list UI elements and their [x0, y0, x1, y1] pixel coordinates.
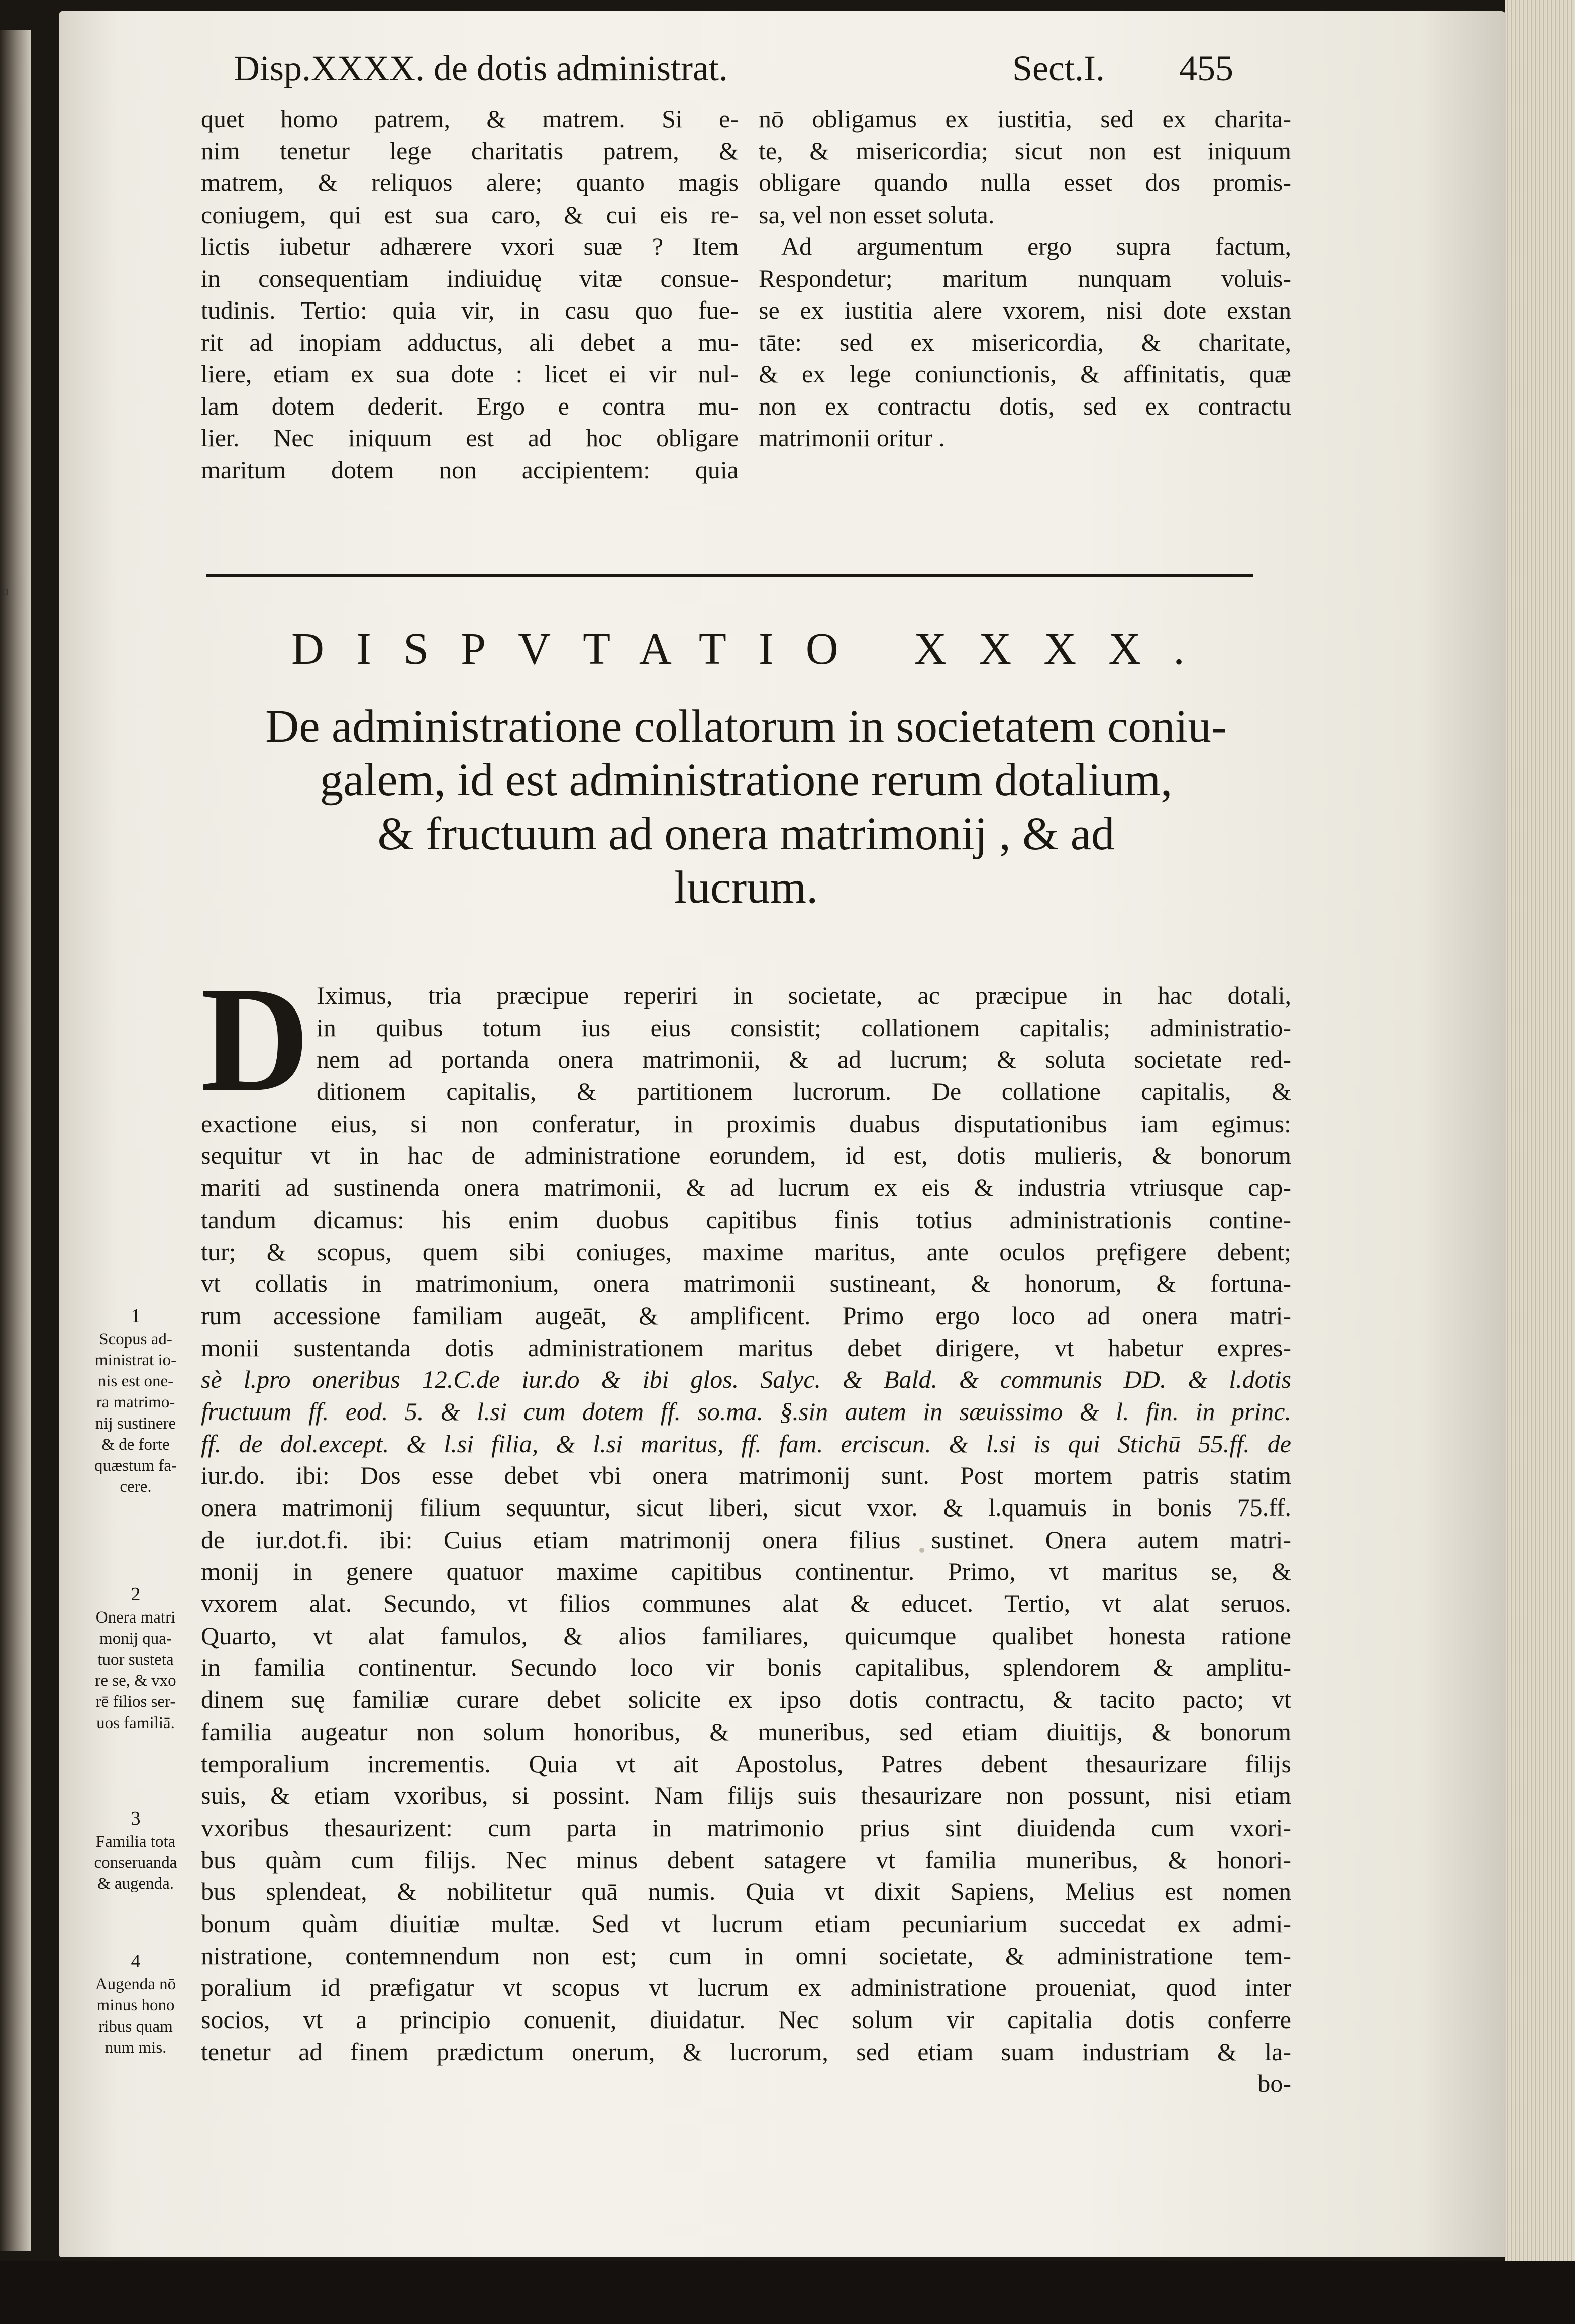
margin-note-line: conseruanda [94, 1854, 177, 1872]
margin-note-1 [75, 1305, 196, 1497]
text-line: onera matrimonij filium sequuntur, sicut liberi, sicut vxor. & l.quamuis in bonis 75.ff. [201, 1493, 1291, 1522]
catchword: bo- [1257, 2069, 1291, 2098]
text-line: nistratione, contemnendum non est; cum in omni societate, & administratione tem- [201, 1941, 1291, 1970]
running-head-section: Sect.I. [1012, 48, 1105, 88]
margin-note-number: 2 [131, 1584, 141, 1605]
text-line: lictis iubetur adhærere vxori suæ ? Item [201, 232, 739, 260]
text-line: dinem suę familiæ curare debet solicite ex ipso dotis contractu, & tacito pacto; vt [201, 1685, 1291, 1714]
text-line: ditionem capitalis, & partitionem lucrorum. De collatione capitalis, & [317, 1077, 1291, 1106]
margin-note-line: minus hono [96, 1996, 175, 2014]
margin-note-line: & augenda. [97, 1875, 174, 1893]
margin-note-line: ministrat io- [94, 1351, 177, 1369]
margin-note-line: nis est one- [97, 1372, 174, 1390]
text-line: Quarto, vt alat famulos, & alios familiares, quicumque qualibet honesta ratione [201, 1621, 1291, 1650]
text-line: bonum quàm diuitiæ multæ. Sed vt lucrum etiam pecuniarium succedat ex admi- [201, 1909, 1291, 1938]
text-line: tāte: sed ex misericordia, & charitate, [759, 328, 1291, 356]
text-line: coniugem, qui est sua caro, & cui eis re- [201, 200, 739, 229]
text-line: monii sustentanda dotis administrationem maritus debet dirigere, vt habetur expres- [201, 1333, 1291, 1362]
text-line: in quibus totum ius eius consistit; collationem capitalis; administratio- [317, 1013, 1291, 1042]
text-line: sè l.pro oneribus 12.C.de iur.do & ibi glos. Salyc. & Bald. & communis DD. & l.dotis [201, 1365, 1291, 1394]
disputation-title [201, 699, 1291, 915]
text-line: tudinis. Tertio: quia vir, in casu quo fue- [201, 296, 739, 324]
text-line: de iur.dot.fi. ibi: Cuius etiam matrimonij onera filius sustinet. Onera autem matri- [201, 1525, 1291, 1554]
margin-note-line: ra matrimo- [96, 1393, 175, 1411]
text-line: nim tenetur lege charitatis patrem, & [201, 136, 739, 165]
facing-page-edge [0, 30, 31, 2251]
text-line: nem ad portanda onera matrimonii, & ad lucrum; & soluta societate red- [317, 1045, 1291, 1074]
text-line: & ex lege coniunctionis, & affinitatis, quæ [759, 360, 1291, 388]
text-line: fructuum ff. eod. 5. & l.si cum dotem ff. so.ma. §.sin autem in sæuissimo & l. fin. in princ. [201, 1397, 1291, 1426]
text-line: familia augeatur non solum honoribus, & muneribus, sed etiam diuitijs, & bonorum [201, 1717, 1291, 1746]
facing-page-fragment: u [2, 584, 9, 598]
margin-note-line: re se, & vxo [95, 1672, 176, 1690]
text-line: lam dotem dederit. Ergo e contra mu- [201, 391, 739, 420]
text-line: Ad argumentum ergo supra factum, [781, 232, 1291, 260]
text-line: iur.do. ibi: Dos esse debet vbi onera matrimonij sunt. Post mortem patris statim [201, 1461, 1291, 1490]
text-line: liere, etiam ex sua dote : licet ei vir nul- [201, 360, 739, 388]
margin-note-line: cere. [120, 1478, 152, 1496]
margin-note-line: Familia tota [95, 1833, 176, 1851]
text-line: Respondetur; maritum nunquam voluis- [759, 264, 1291, 292]
margin-note-line: ribus quam [98, 2017, 173, 2036]
left-column-text [201, 103, 739, 486]
drop-cap-initial: D [200, 956, 310, 1123]
text-line: monij in genere quatuor maxime capitibus continentur. Primo, vt maritus se, & [201, 1557, 1291, 1586]
text-line: sa, vel non esset soluta. [759, 200, 995, 229]
text-line: matrimonii oritur . [759, 424, 945, 452]
text-line: sequitur vt in hac de administratione eorundem, id est, dotis mulieris, & bonorum [201, 1141, 1291, 1170]
text-line: non ex contractu dotis, sed ex contractu [759, 391, 1291, 420]
margin-note-line: rē filios ser- [95, 1693, 176, 1711]
page-number: 455 [1179, 48, 1233, 88]
text-line: nō obligamus ex iustitia, sed ex charita- [759, 105, 1291, 133]
text-line: quet homo patrem, & matrem. Si e- [201, 105, 739, 133]
disputation-heading: DISPVTATIO XXXX. [291, 624, 1217, 674]
running-head-title: Disp.XXXX. de dotis administrat. [234, 48, 728, 88]
text-line: maritum dotem non accipientem: quia [201, 455, 739, 484]
title-line: & fructuum ad onera matrimonij , & ad [377, 808, 1115, 860]
margin-note-line: tuor susteta [97, 1651, 174, 1669]
margin-note-line: Augenda nō [95, 1975, 176, 1993]
text-line: se ex iustitia alere vxorem, nisi dote exstan [759, 296, 1291, 324]
title-line: De administratione collatorum in societatem coniu- [265, 700, 1227, 752]
body-text [201, 980, 1291, 2100]
text-line: bus splendeat, & nobilitetur quā numis. Quia vt dixit Sapiens, Melius est nomen [201, 1877, 1291, 1906]
text-line: socios, vt a principio conuenit, diuidatur. Nec solum vir capitalia dotis conferre [201, 2005, 1291, 2034]
page-block-edges [1505, 0, 1575, 2324]
margin-note-line: monij qua- [99, 1630, 172, 1648]
text-line: rit ad inopiam adductus, ali debet a mu- [201, 328, 739, 356]
text-line: tur; & scopus, quem sibi coniuges, maxime maritus, ante oculos pręfigere debent; [201, 1237, 1291, 1266]
margin-note-line: & de forte [101, 1436, 170, 1454]
right-column-text [759, 103, 1291, 454]
text-line: vxorem alat. Secundo, vt filios communes alat & educet. Tertio, vt alat seruos. [201, 1589, 1291, 1618]
text-line: in consequentiam indiuiduę vitæ consue- [201, 264, 739, 292]
text-line: Iximus, tria præcipue reperiri in societate, ac præcipue in hac dotali, [317, 981, 1291, 1009]
text-line: tenetur ad finem prædictum onerum, & lucrorum, sed etiam suam industriam & la- [201, 2037, 1291, 2066]
text-line: suis, & etiam vxoribus, si possint. Nam filijs suis thesaurizare non possunt, nisi etiam [201, 1781, 1291, 1810]
margin-note-2 [75, 1584, 196, 1734]
margin-note-line: Onera matri [95, 1608, 176, 1627]
scan-bottom-shadow [0, 2261, 1575, 2324]
margin-note-3 [75, 1808, 196, 1894]
text-line: tandum dicamus: his enim duobus capitibus finis totius administrationis contine- [201, 1205, 1291, 1234]
text-line: obligare quando nulla esset dos promis- [759, 168, 1291, 196]
title-line: galem, id est administratione rerum dotalium, [320, 754, 1173, 806]
section-divider-rule [206, 574, 1253, 577]
margin-note-number: 4 [131, 1951, 141, 1972]
text-line: mariti ad sustinenda onera matrimonii, & ad lucrum ex eis & industria vtriusque cap- [201, 1173, 1291, 1202]
margin-note-number: 3 [131, 1808, 141, 1829]
margin-note-line: nij sustinere [95, 1414, 176, 1433]
margin-note-number: 1 [131, 1305, 141, 1327]
text-line: te, & misericordia; sicut non est iniquum [759, 136, 1291, 165]
text-line: bus quàm cum filijs. Nec minus debent satagere vt familia muneribus, & honori- [201, 1845, 1291, 1874]
margin-note-line: quæstum fa- [94, 1457, 177, 1475]
title-line: lucrum. [674, 862, 818, 914]
text-line: poralium id præfigatur vt scopus vt lucrum ex administratione proueniat, quod inter [201, 1973, 1291, 2002]
text-line: ff. de dol.except. & l.si filia, & l.si maritus, ff. fam. erciscun. & l.si is qui Stichū 55.ff. de [201, 1429, 1291, 1458]
margin-note-line: Scopus ad- [99, 1330, 172, 1348]
margin-note-line: uos familiā. [96, 1714, 175, 1732]
text-line: in familia continentur. Secundo loco vir bonis capitalibus, splendorem & amplitu- [201, 1653, 1291, 1682]
text-line: lier. Nec iniquum est ad hoc obligare [201, 424, 739, 452]
text-line: matrem, & reliquos alere; quanto magis [201, 168, 739, 196]
margin-note-line: num mis. [104, 2039, 167, 2057]
text-line: rum accessione familiam augeāt, & amplificent. Primo ergo loco ad onera matri- [201, 1301, 1291, 1330]
text-line: temporalium incrementis. Quia vt ait Apostolus, Patres debent thesaurizare filijs [201, 1749, 1291, 1778]
margin-note-4 [75, 1951, 196, 2058]
text-line: vxoribus thesaurizent: cum parta in matrimonio prius sint diuidenda cum vxori- [201, 1813, 1291, 1842]
text-line: vt collatis in matrimonium, onera matrimonii sustineant, & honorum, & fortuna- [201, 1269, 1291, 1298]
text-line: exactione eius, si non conferatur, in proximis duabus disputationibus iam egimus: [201, 1109, 1291, 1138]
